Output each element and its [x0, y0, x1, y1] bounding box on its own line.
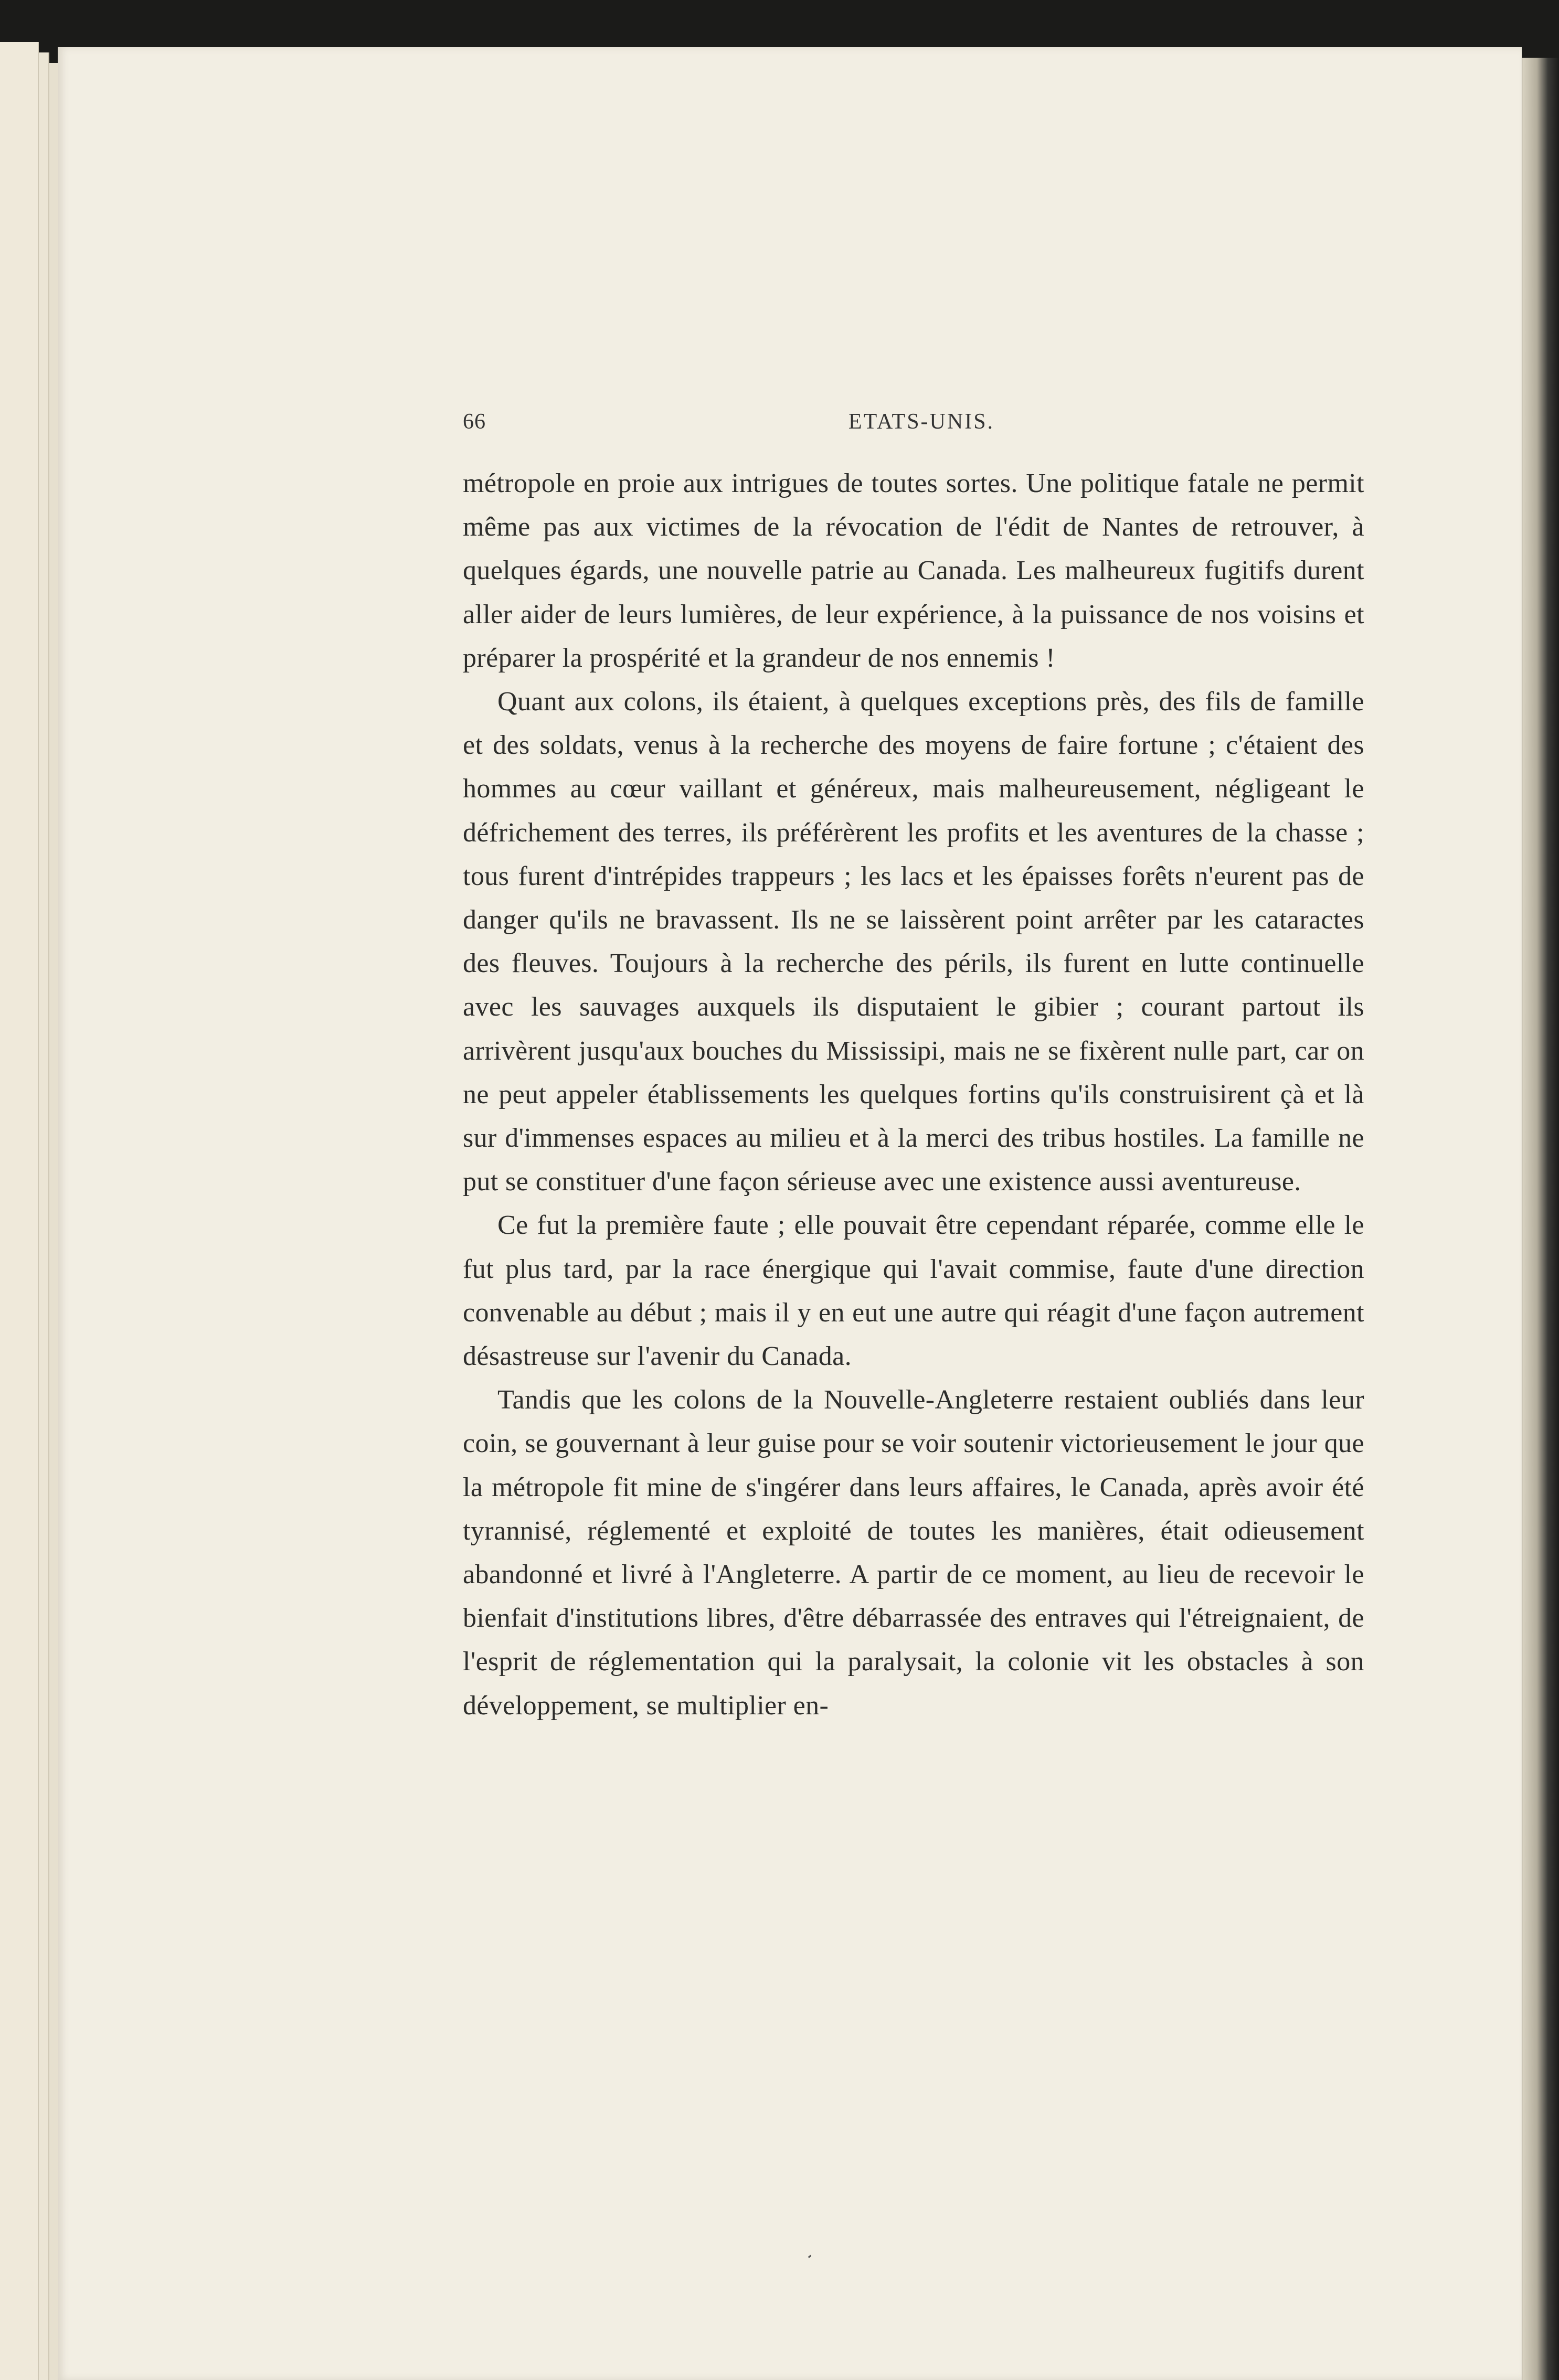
paragraph-2: Quant aux colons, ils étaient, à quelques exceptions près, des fils de famille et des soldats, venus à la recherche des moyens de faire fortune ; c'étaient des hommes au cœur vaillant et généreux, mais malheureusement, négligeant le défrichement des terres, ils préférèrent les profits et les aventures de la chasse ; tous furent d'intrépides trappeurs ; les lacs et les épaisses forêts n'eurent pas de danger qu'ils ne bravassent. Ils ne se laissèrent point arrêter par les cataractes des fleuves. Toujours à la recherche des périls, ils furent en lutte continuelle avec les sauvages auxquels ils disputaient le gibier ; courant partout ils arrivèrent jusqu'aux bouches du Mississipi, mais ne se fixèrent nulle part, car on ne peut appeler établissements les quelques fortins qu'ils construisirent çà et là sur d'immenses espaces au milieu et à la merci des tribus hostiles. La famille ne put se constituer d'une façon sérieuse avec une existence aussi aventureuse.	[463, 687, 1364, 1197]
book-page	[58, 47, 1522, 2380]
right-page-edge	[1522, 58, 1559, 2380]
paragraph-3: Ce fut la première faute ; elle pouvait être cependant réparée, comme elle le fut plus tard, par la race énergique qui l'avait commise, faute d'une direction convenable au début ; mais il y en eut une autre qui réagit d'une façon autrement désastreuse sur l'avenir du Canada.	[463, 1210, 1364, 1372]
running-head	[463, 409, 1364, 462]
paragraph-4: Tandis que les colons de la Nouvelle-Angleterre restaient oubliés dans leur coin, se gouvernant à leur guise pour se voir soutenir victorieusement le jour que la métropole fit mine de s'ingérer dans leurs affaires, le Canada, après avoir été tyrannisé, réglementé et exploité de toutes les manières, était odieusement abandonné et livré à l'Angleterre. A partir de ce moment, au lieu de recevoir le bienfait d'institutions libres, d'être débarrassée des entraves qui l'étreignaient, de l'esprit de réglementation qui la paralysait, la colonie vit les obstacles à son développement, se multiplier en-	[463, 1385, 1364, 1721]
page-edge-stack	[0, 42, 39, 2380]
text-block	[463, 409, 1364, 1727]
running-title: ETATS-UNIS.	[848, 410, 995, 434]
page-number: 66	[463, 410, 486, 434]
ink-speck	[808, 2255, 812, 2258]
paragraph-1: métropole en proie aux intrigues de toutes sortes. Une politique fatale ne permit même pas aux victimes de la révocation de l'édit de Nantes de retrouver, à quelques égards, une nouvelle patrie au Canada. Les malheureux fugitifs durent aller aider de leurs lumières, de leur expérience, à la puissance de nos voisins et préparer la prospérité et la grandeur de nos ennemis !	[463, 468, 1364, 673]
